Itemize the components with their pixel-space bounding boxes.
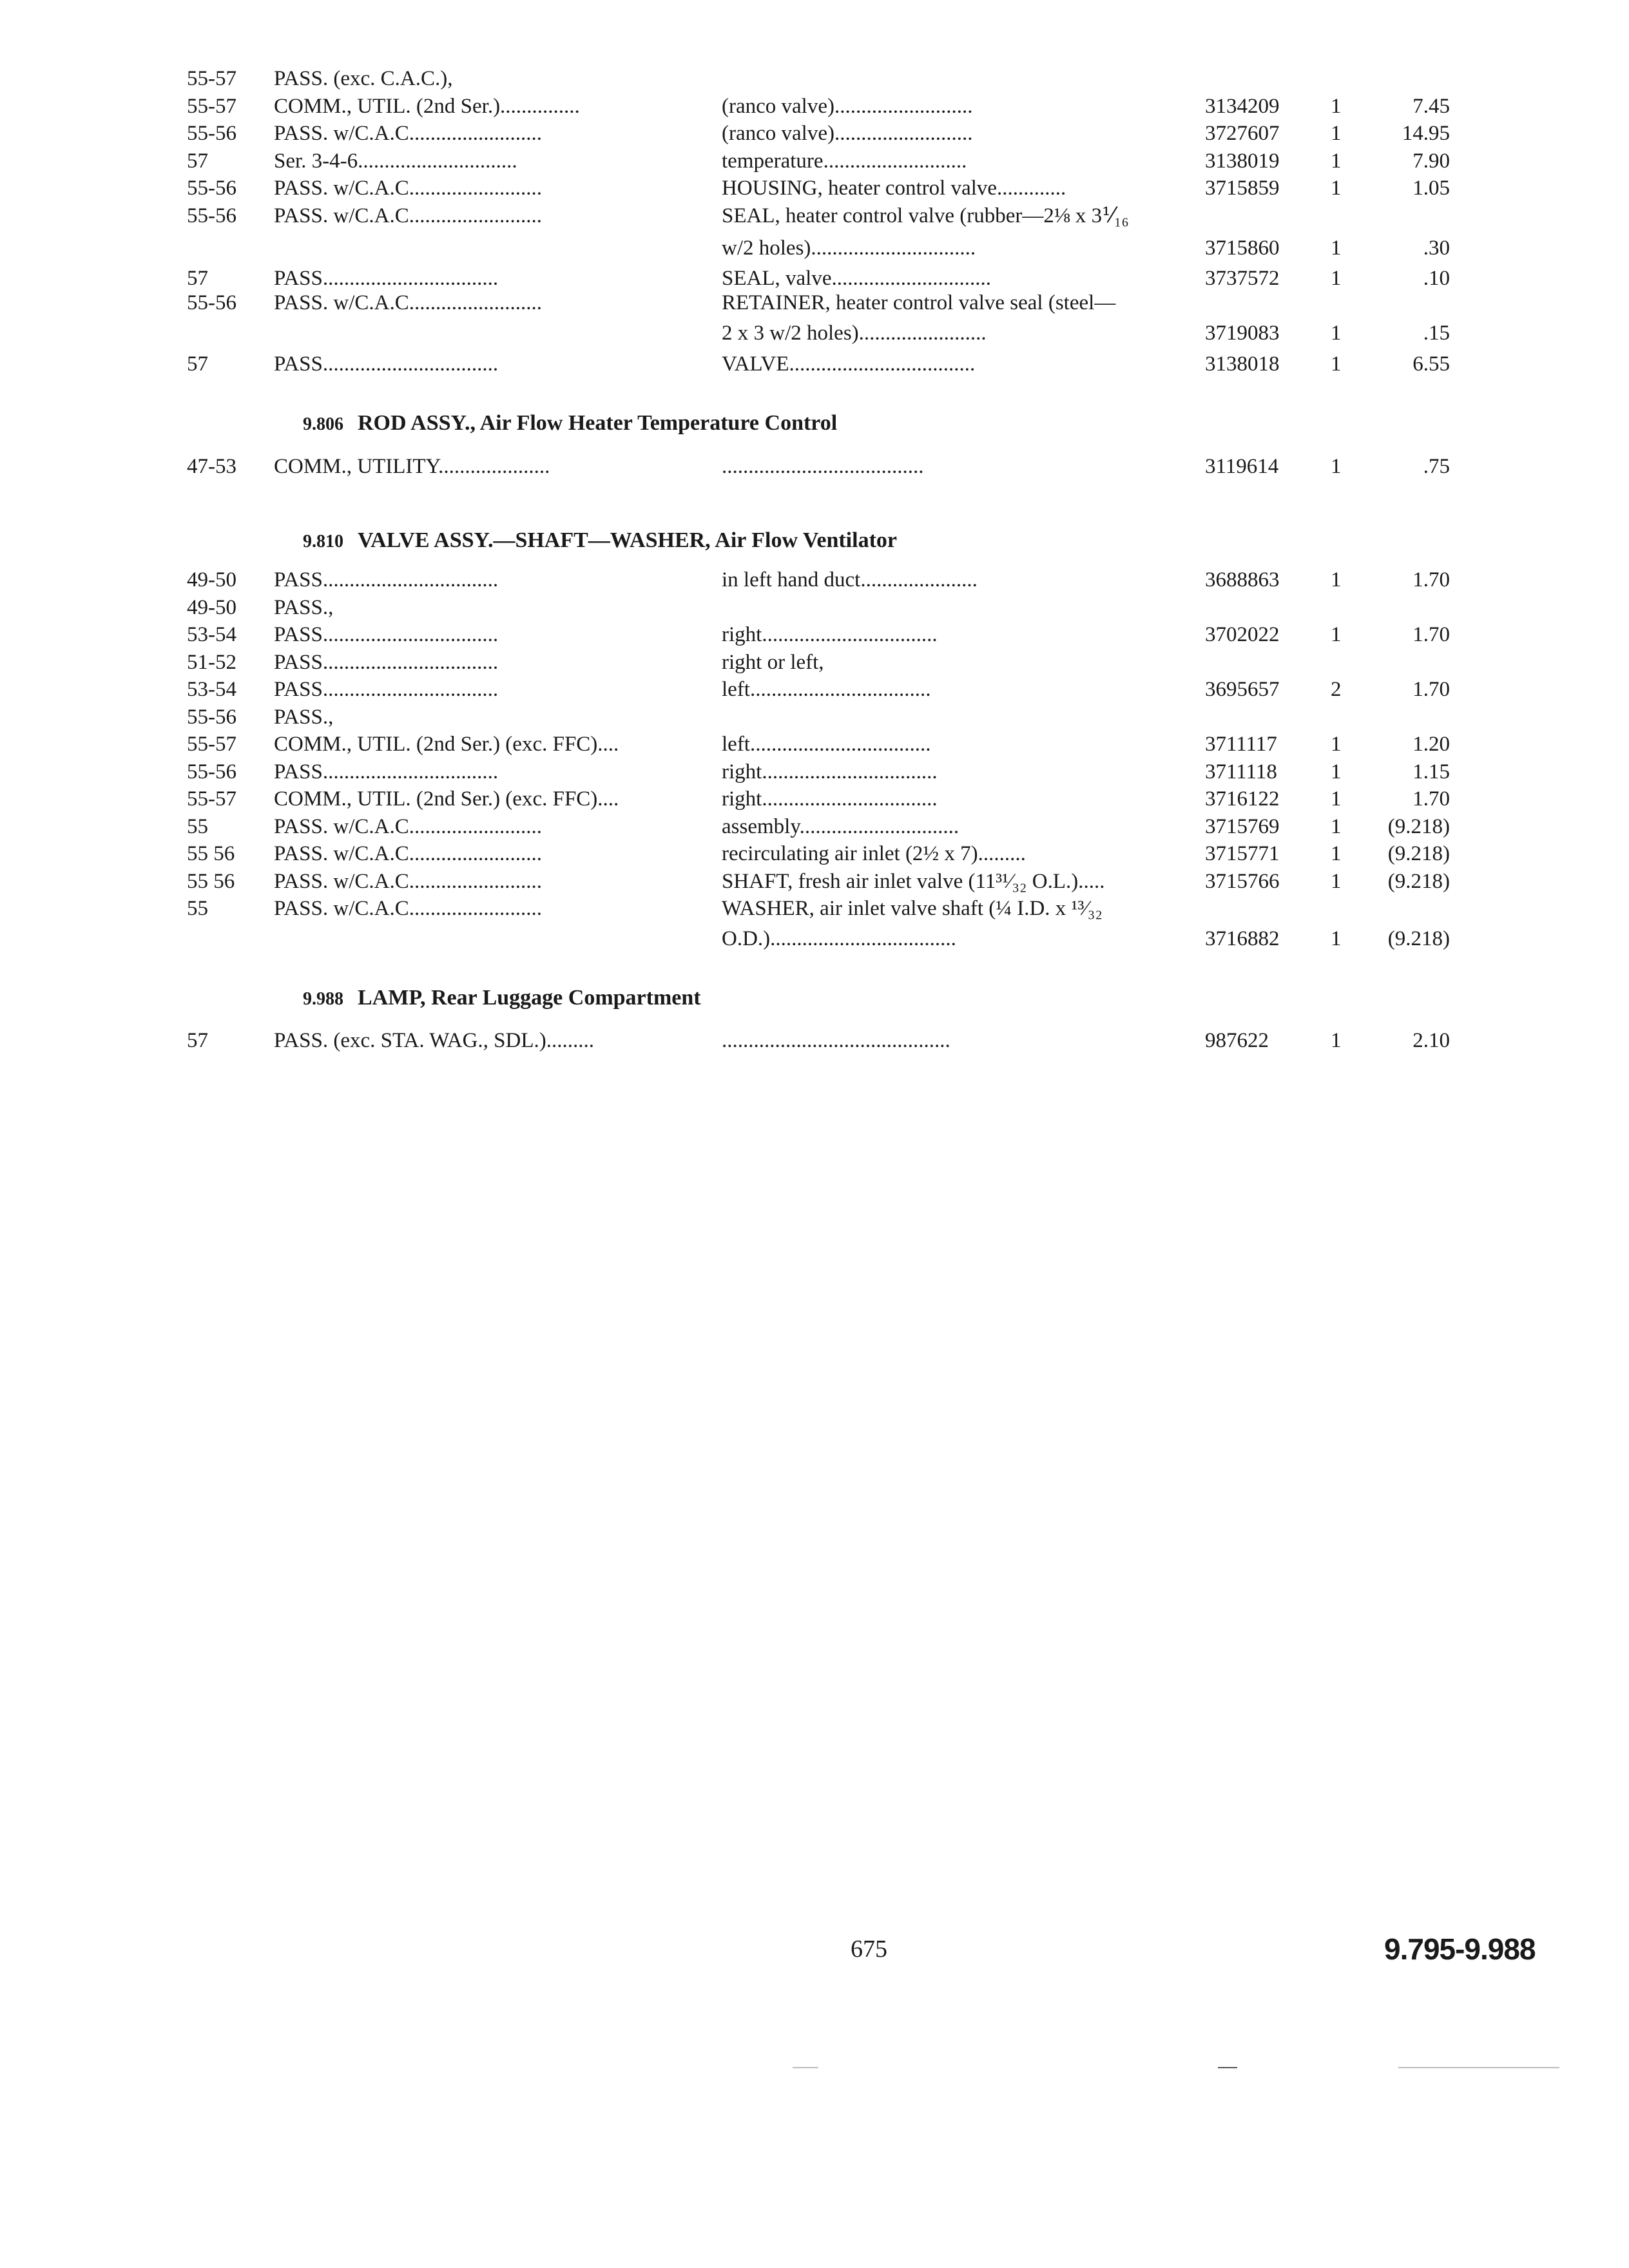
row-years: 57 xyxy=(187,1029,208,1052)
row-years: 49-50 xyxy=(187,568,236,591)
row-years: 55-57 xyxy=(187,733,236,756)
row-description: O.D.)................................... xyxy=(722,927,956,950)
row-model: PASS., xyxy=(274,595,334,619)
row-description: right................................. xyxy=(722,760,938,783)
row-model: COMM., UTIL. (2nd Ser.) (exc. FFC).... xyxy=(274,733,619,756)
page-range-ref: 9.795-9.988 xyxy=(1384,1932,1536,1966)
row-price: 6.55 xyxy=(1412,352,1450,376)
row-model: Ser. 3-4-6.............................. xyxy=(274,149,517,173)
row-model: PASS................................. xyxy=(274,352,499,376)
row-description: ........................................... xyxy=(722,1029,950,1052)
row-part-number: 3119614 xyxy=(1205,455,1279,478)
row-part-number: 3727607 xyxy=(1205,122,1280,145)
table-row xyxy=(0,452,1629,481)
row-price: (9.218) xyxy=(1387,814,1450,838)
row-model: COMM., UTIL. (2nd Ser.)............... xyxy=(274,94,580,118)
row-years: 55 56 xyxy=(187,842,235,865)
row-model: PASS. w/C.A.C......................... xyxy=(274,177,542,200)
row-price: 1.70 xyxy=(1412,787,1450,811)
section-number: 9.806 xyxy=(303,414,343,434)
row-years: 55-57 xyxy=(187,787,236,811)
row-description: RETAINER, heater control valve seal (steel— xyxy=(722,291,1116,314)
row-price: .75 xyxy=(1423,455,1450,478)
row-price: 7.45 xyxy=(1412,94,1450,118)
row-part-number: 3711117 xyxy=(1205,733,1277,756)
row-years: 55 xyxy=(187,814,208,838)
table-row xyxy=(0,593,1629,622)
row-description: in left hand duct...................... xyxy=(722,568,978,591)
row-quantity: 1 xyxy=(1331,236,1342,260)
row-model: PASS. w/C.A.C......................... xyxy=(274,291,542,314)
table-row xyxy=(0,202,1629,230)
row-quantity: 2 xyxy=(1331,678,1342,701)
row-price: 14.95 xyxy=(1402,122,1450,145)
row-part-number: 3716882 xyxy=(1205,927,1280,950)
table-row xyxy=(0,147,1629,175)
row-description: SEAL, valve.............................. xyxy=(722,266,991,290)
row-years: 55-56 xyxy=(187,204,236,227)
row-years: 53-54 xyxy=(187,678,236,701)
row-model: PASS. w/C.A.C......................... xyxy=(274,814,542,838)
row-description: assembly.............................. xyxy=(722,814,959,838)
row-years: 57 xyxy=(187,352,208,376)
row-quantity: 1 xyxy=(1331,352,1342,376)
row-description: w/2 holes)............................... xyxy=(722,236,976,260)
row-price: .30 xyxy=(1423,236,1450,260)
row-part-number: 3715771 xyxy=(1205,842,1280,865)
table-row xyxy=(0,867,1629,896)
table-row xyxy=(0,566,1629,594)
row-part-number: 3138018 xyxy=(1205,352,1280,376)
row-price: .15 xyxy=(1423,321,1450,345)
row-model: PASS................................. xyxy=(274,760,499,783)
row-part-number: 3715859 xyxy=(1205,177,1280,200)
table-row xyxy=(0,894,1629,923)
row-years: 49-50 xyxy=(187,595,236,619)
row-years: 55-57 xyxy=(187,94,236,118)
table-row xyxy=(0,64,1629,93)
scan-artifact xyxy=(1218,2067,1237,2068)
row-description: left.................................. xyxy=(722,733,931,756)
row-price: .10 xyxy=(1423,266,1450,290)
row-model: PASS................................. xyxy=(274,623,499,646)
row-price: 1.70 xyxy=(1412,678,1450,701)
row-years: 57 xyxy=(187,149,208,173)
row-part-number: 3715860 xyxy=(1205,236,1280,260)
row-part-number: 3719083 xyxy=(1205,321,1280,345)
row-quantity: 1 xyxy=(1331,568,1342,591)
row-price: 1.70 xyxy=(1412,623,1450,646)
row-years: 55-56 xyxy=(187,291,236,314)
row-description: (ranco valve).......................... xyxy=(722,94,973,118)
row-years: 55-56 xyxy=(187,705,236,729)
row-description: recirculating air inlet (2½ x 7)......... xyxy=(722,842,1026,865)
table-row xyxy=(0,648,1629,677)
row-model: PASS. w/C.A.C......................... xyxy=(274,842,542,865)
row-description: temperature........................... xyxy=(722,149,967,173)
row-quantity: 1 xyxy=(1331,455,1342,478)
row-years: 53-54 xyxy=(187,623,236,646)
table-row xyxy=(0,264,1629,293)
table-row xyxy=(0,289,1629,317)
scan-artifact xyxy=(1398,2067,1559,2068)
row-years: 57 xyxy=(187,266,208,290)
table-row xyxy=(0,758,1629,786)
row-description: HOUSING, heater control valve............. xyxy=(722,177,1066,200)
row-price: 1.70 xyxy=(1412,568,1450,591)
row-price: (9.218) xyxy=(1387,842,1450,865)
row-model: PASS................................. xyxy=(274,650,499,674)
row-quantity: 1 xyxy=(1331,94,1342,118)
row-quantity: 1 xyxy=(1331,842,1342,865)
row-description: SHAFT, fresh air inlet valve (11³¹⁄₃₂ O.L.)..... xyxy=(722,869,1105,893)
row-years: 51-52 xyxy=(187,650,236,674)
row-quantity: 1 xyxy=(1331,787,1342,811)
row-quantity: 1 xyxy=(1331,266,1342,290)
row-description: right................................. xyxy=(722,787,938,811)
row-quantity: 1 xyxy=(1331,321,1342,345)
table-row xyxy=(0,675,1629,704)
table-row xyxy=(0,119,1629,148)
row-description: ...................................... xyxy=(722,455,924,478)
row-quantity: 1 xyxy=(1331,149,1342,173)
row-part-number: 987622 xyxy=(1205,1029,1269,1052)
scan-artifact xyxy=(793,2067,818,2068)
row-part-number: 3711118 xyxy=(1205,760,1277,783)
section-title: LAMP, Rear Luggage Compartment xyxy=(358,986,701,1010)
section-title: ROD ASSY., Air Flow Heater Temperature Control xyxy=(358,411,838,435)
table-row xyxy=(0,350,1629,378)
table-row xyxy=(0,319,1629,347)
row-quantity: 1 xyxy=(1331,122,1342,145)
section-number: 9.988 xyxy=(303,989,343,1009)
row-description: SEAL, heater control valve (rubber—2⅛ x 3⅟₁₆ xyxy=(722,204,1129,227)
table-row xyxy=(0,1026,1629,1055)
row-part-number: 3688863 xyxy=(1205,568,1280,591)
row-description: right or left, xyxy=(722,650,824,674)
row-quantity: 1 xyxy=(1331,869,1342,893)
row-model: PASS................................. xyxy=(274,678,499,701)
table-row xyxy=(0,92,1629,120)
row-model: PASS. w/C.A.C......................... xyxy=(274,897,542,920)
row-part-number: 3716122 xyxy=(1205,787,1280,811)
row-part-number: 3138019 xyxy=(1205,149,1280,173)
row-description: WASHER, air inlet valve shaft (¼ I.D. x ¹³⁄₃₂ xyxy=(722,897,1103,920)
section-title: VALVE ASSY.—SHAFT—WASHER, Air Flow Ventilator xyxy=(358,528,897,552)
section-heading xyxy=(303,528,897,553)
row-part-number: 3715766 xyxy=(1205,869,1280,893)
row-years: 55 xyxy=(187,897,208,920)
row-quantity: 1 xyxy=(1331,623,1342,646)
row-model: PASS. w/C.A.C......................... xyxy=(274,122,542,145)
row-part-number: 3715769 xyxy=(1205,814,1280,838)
row-part-number: 3737572 xyxy=(1205,266,1280,290)
table-row xyxy=(0,234,1629,262)
row-model: PASS. w/C.A.C......................... xyxy=(274,869,542,893)
row-model: PASS................................. xyxy=(274,266,499,290)
table-row xyxy=(0,812,1629,841)
row-model: PASS. (exc. STA. WAG., SDL.)......... xyxy=(274,1029,594,1052)
row-quantity: 1 xyxy=(1331,814,1342,838)
row-description: VALVE................................... xyxy=(722,352,976,376)
table-row xyxy=(0,840,1629,868)
row-price: 1.05 xyxy=(1412,177,1450,200)
table-row xyxy=(0,785,1629,813)
row-price: 1.20 xyxy=(1412,733,1450,756)
row-part-number: 3702022 xyxy=(1205,623,1280,646)
row-part-number: 3134209 xyxy=(1205,94,1280,118)
row-model: COMM., UTILITY..................... xyxy=(274,455,550,478)
row-model: PASS., xyxy=(274,705,334,729)
row-price: (9.218) xyxy=(1387,869,1450,893)
row-years: 55-57 xyxy=(187,67,236,90)
row-quantity: 1 xyxy=(1331,733,1342,756)
row-years: 55-56 xyxy=(187,177,236,200)
row-price: 7.90 xyxy=(1412,149,1450,173)
row-years: 55-56 xyxy=(187,122,236,145)
row-years: 55-56 xyxy=(187,760,236,783)
row-price: (9.218) xyxy=(1387,927,1450,950)
row-years: 47-53 xyxy=(187,455,236,478)
row-model: COMM., UTIL. (2nd Ser.) (exc. FFC).... xyxy=(274,787,619,811)
section-number: 9.810 xyxy=(303,532,343,552)
row-description: left.................................. xyxy=(722,678,931,701)
row-description: right................................. xyxy=(722,623,938,646)
row-quantity: 1 xyxy=(1331,927,1342,950)
row-description: 2 x 3 w/2 holes)........................ xyxy=(722,321,987,345)
row-quantity: 1 xyxy=(1331,1029,1342,1052)
table-row xyxy=(0,925,1629,953)
section-heading xyxy=(303,411,837,436)
row-part-number: 3695657 xyxy=(1205,678,1280,701)
row-model: PASS. (exc. C.A.C.), xyxy=(274,67,453,90)
page-number: 675 xyxy=(851,1936,887,1963)
section-heading xyxy=(303,986,701,1010)
table-row xyxy=(0,730,1629,758)
table-row xyxy=(0,620,1629,649)
row-model: PASS................................. xyxy=(274,568,499,591)
row-price: 1.15 xyxy=(1412,760,1450,783)
row-description: (ranco valve).......................... xyxy=(722,122,973,145)
row-years: 55 56 xyxy=(187,869,235,893)
row-model: PASS. w/C.A.C......................... xyxy=(274,204,542,227)
row-quantity: 1 xyxy=(1331,177,1342,200)
table-row xyxy=(0,174,1629,202)
row-quantity: 1 xyxy=(1331,760,1342,783)
table-row xyxy=(0,703,1629,731)
row-price: 2.10 xyxy=(1412,1029,1450,1052)
